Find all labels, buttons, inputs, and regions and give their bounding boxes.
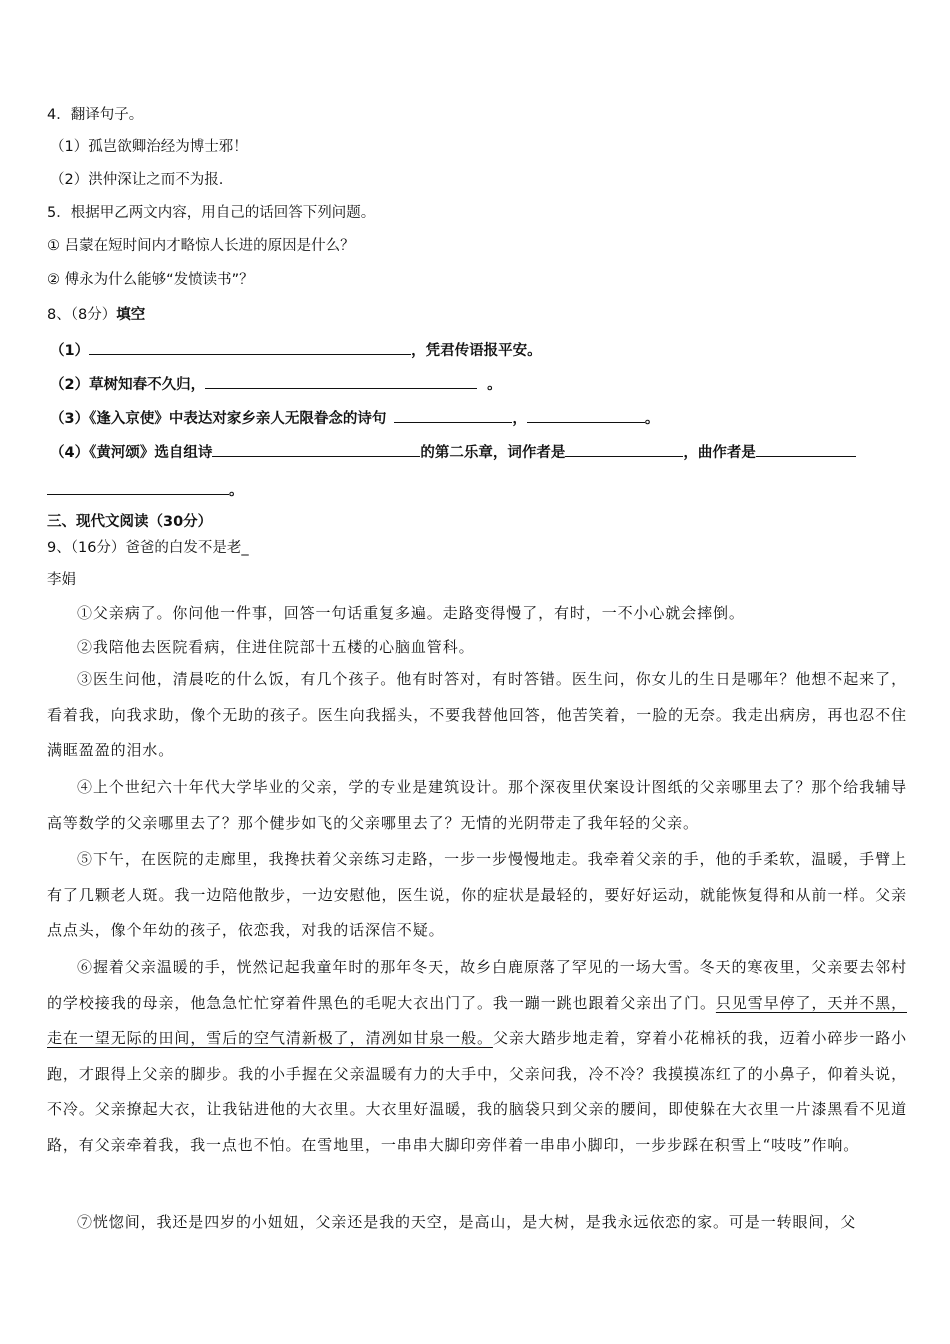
paragraph-3: ③医生问他，清晨吃的什么饭，有几个孩子。他有时答对，有时答错。医生问，你女儿的生日是哪年？他想不起来了，看着我，向我求助，像个无助的孩子。医生向我摇头，不要我替他回答，他苦笑着，一脸的无奈。我走出病房，再也忍不住满眶盈盈的泪水。 xyxy=(47,670,907,759)
fill-blank[interactable] xyxy=(47,478,229,495)
fill-blank[interactable] xyxy=(89,338,411,355)
q8-line-3 xyxy=(50,406,659,429)
fill-blank[interactable] xyxy=(756,440,856,457)
paragraph-4: ④上个世纪六十年代大学毕业的父亲，学的专业是建筑设计。那个深夜里伏案设计图纸的父亲哪里去了？那个给我辅导高等数学的父亲哪里去了？那个健步如飞的父亲哪里去了？无情的光阴带走了我年轻的父亲。 xyxy=(47,778,907,832)
q8-line-3-prefix: （3）《逢入京使》中表达对家乡亲人无限眷念的诗句 xyxy=(50,411,387,427)
q9-title: 爸爸的白发不是老_ xyxy=(125,540,249,556)
q8-title: 填空 xyxy=(116,307,146,323)
q8-line-4-prefix: （4）《黄河颂》选自组诗 xyxy=(50,445,213,461)
paragraph-6 xyxy=(47,950,907,1163)
q8-line-3-comma: ， xyxy=(512,411,527,427)
q9-author: 李娟 xyxy=(47,572,76,588)
q4-sentence-2: （2）洪仲深让之而不为报. xyxy=(50,172,224,188)
section3-title: 三、现代文阅读（30分） xyxy=(47,514,213,530)
q8-line-2 xyxy=(50,372,502,395)
q8-line-1 xyxy=(50,338,542,361)
q8-line-2-prefix: （2）草树知春不久归， xyxy=(50,377,206,393)
underlined-sentence: 只见雪早停了，天并不黑，走在一望无际的田间，雪后的空气清新极了，清冽如甘泉一般。 xyxy=(47,993,907,1047)
fill-blank[interactable] xyxy=(394,406,512,423)
q8-line-4 xyxy=(50,440,856,463)
q5-title: 5．根据甲乙两文内容，用自己的话回答下列问题。 xyxy=(47,205,376,221)
paragraph-1: ①父亲病了。你问他一件事，回答一句话重复多遍。走路变得慢了，有时，一不小心就会摔倒。 xyxy=(77,604,745,622)
q8-line-3-suffix: 。 xyxy=(644,411,660,427)
q8-line-1-suffix: ，凭君传语报平安。 xyxy=(411,343,542,359)
q4-sentence-1: （1）孤岂欲卿治经为博士邪！ xyxy=(50,139,248,155)
q4-title: 4．翻译句子。 xyxy=(47,107,144,123)
q8-heading xyxy=(47,304,145,325)
q8-line-2-suffix: 。 xyxy=(487,377,502,393)
fill-blank[interactable] xyxy=(205,372,477,389)
paragraph-6-part-a: ⑥握着父亲温暖的手，恍然记起我童年时的那年冬天，故乡白鹿原落了罕见的一场大雪。冬天的寒夜里，父亲要去邻村的学校接我的母亲，他急急忙忙穿着件黑色的毛呢大衣出门了。我一蹦一跳也跟着父亲出了门。 xyxy=(47,958,907,1012)
q8-line-4-mid2: ，曲作者是 xyxy=(683,445,756,461)
paragraph-6-part-b: 父亲大踏步地走着，穿着小花棉袄的我，迈着小碎步一路小跑，才跟得上父亲的脚步。我的小手握在父亲温暖有力的大手中，父亲问我，冷不冷？我摸摸冻红了的小鼻子，仰着头说，不冷。父亲撩起大衣，让我钻进他的大衣里。大衣里好温暖，我的脑袋只到父亲的腰间，即使躲在大衣里一片漆黑看不见道路，有父亲牵着我，我一点也不怕。在雪地里，一串串大脚印旁伴着一串串小脚印，一步步踩在积雪上“吱吱”作响。 xyxy=(47,1029,907,1154)
fill-blank[interactable] xyxy=(527,406,645,423)
q5-question-a: ① 吕蒙在短时间内才略惊人长进的原因是什么？ xyxy=(47,238,355,254)
paragraph-7: ⑦恍惚间，我还是四岁的小妞妞，父亲还是我的天空，是高山，是大树，是我永远依恋的家。可是一转眼间，父 xyxy=(77,1213,857,1231)
q9-number: 9、（16分） xyxy=(47,540,126,556)
paragraph-2: ②我陪他去医院看病，住进住院部十五楼的心脑血管科。 xyxy=(77,638,475,656)
paragraph-5: ⑤下午，在医院的走廊里，我搀扶着父亲练习走路，一步一步慢慢地走。我牵着父亲的手，他的手柔软，温暖，手臂上有了几颗老人斑。我一边陪他散步，一边安慰他，医生说，你的症状是最轻的，要好好运动，就能恢复得和从前一样。父亲点点头，像个年幼的孩子，依恋我，对我的话深信不疑。 xyxy=(47,850,907,939)
q8-line-4-suffix: 。 xyxy=(229,483,244,499)
q8-line-4-mid1: 的第二乐章，词作者是 xyxy=(420,445,566,461)
q5-question-b: ② 傅永为什么能够“发愤读书”？ xyxy=(47,272,254,288)
fill-blank[interactable] xyxy=(212,440,420,457)
q8-line-1-prefix: （1） xyxy=(50,343,90,359)
fill-blank[interactable] xyxy=(565,440,683,457)
q8-number: 8、（8分） xyxy=(47,307,117,323)
q8-line-4-cont xyxy=(47,478,244,501)
q9-heading xyxy=(47,538,249,558)
